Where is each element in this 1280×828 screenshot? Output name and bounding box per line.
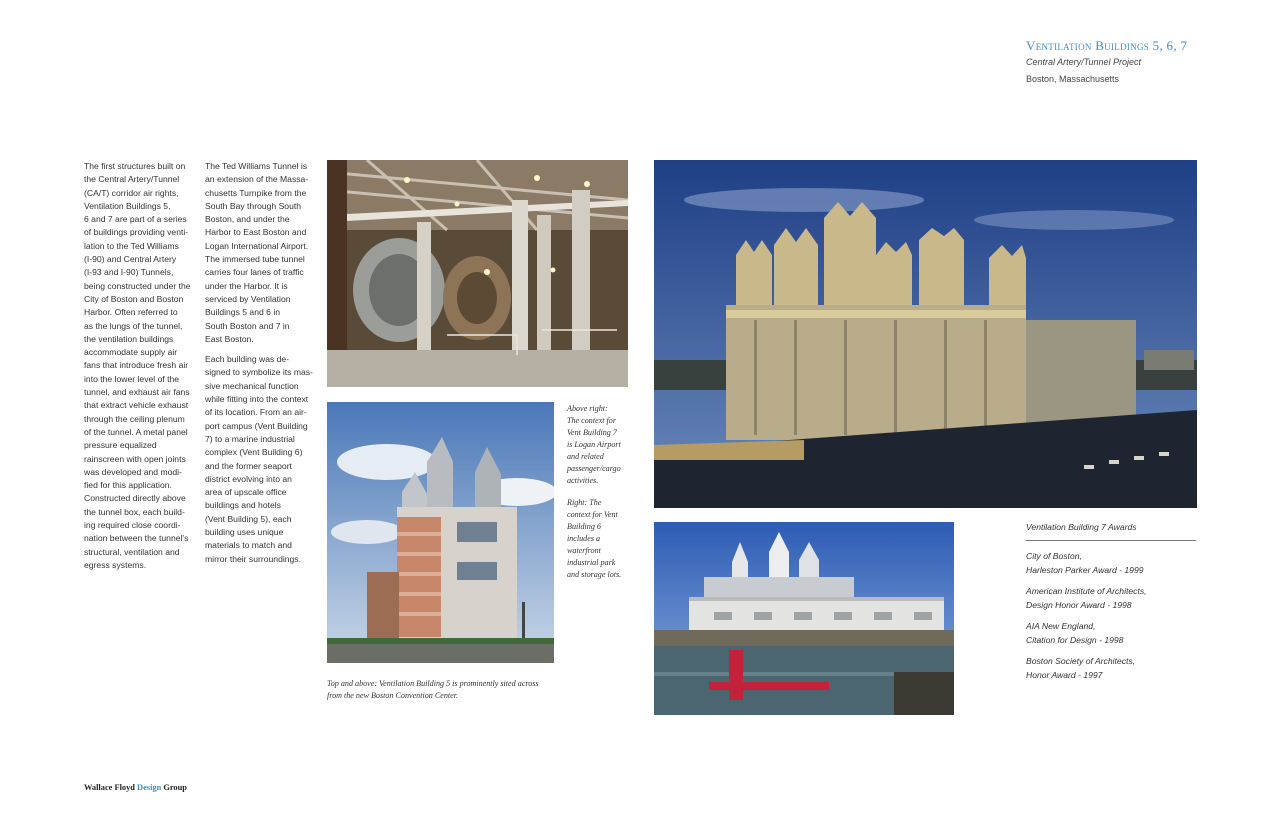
footer-company-name bbox=[84, 783, 187, 792]
footer-name-accent: Design bbox=[137, 783, 162, 792]
caption-above-right: Above right: The context for Vent Building 7 is Logan Airport and related passenger/cargo activities. bbox=[567, 404, 621, 485]
awards-title: Ventilation Building 7 Awards bbox=[1026, 520, 1196, 541]
body-column-1 bbox=[84, 160, 194, 579]
footer-name-part: Wallace Floyd bbox=[84, 783, 138, 792]
photo-ventilation-interior bbox=[327, 160, 628, 387]
body-paragraph: The Ted Williams Tunnel is an extension of the Massa- chusetts Turnpike from the South Bay through South Boston, and under the Harbor to East Boston and Logan International Airport. The immersed tube tunnel carries four lanes of traffic under the Harbor. It is serviced by Ventilation Buildings 5 and 6 in South Boston and 7 in East Boston. bbox=[205, 161, 309, 344]
body-paragraph: The first structures built on the Central Artery/Tunnel (CA/T) corridor air rights, Ventilation Buildings 5, 6 and 7 are part of a series of buildings providing venti- lation to the Ted Williams (I-90) and Central Artery (I-93 and I-90) Tunnels, being constructed under the City of Boston and Boston Harbor. Often referred to as the lungs of the tunnel, the ventilation buildings accommodate supply air fans that introduce fresh air into the lower level of the tunnel, and exhaust air fans that extract vehicle exhaust through the ceiling plenum of the tunnel. A metal panel pressure equalized rainscreen with open joints was developed and modi- fied for this application. Constructed directly above the tunnel box, each build- ing required close coordi- nation between the tunnel's structural, ventilation and egress systems. bbox=[84, 161, 191, 570]
project-location: Boston, Massachusetts bbox=[1026, 74, 1120, 84]
award-item: American Institute of Architects, Design Honor Award - 1998 bbox=[1026, 586, 1147, 610]
body-column-2 bbox=[205, 160, 317, 573]
footer-name-part: Group bbox=[161, 783, 187, 792]
award-item: Boston Society of Architects, Honor Award - 1997 bbox=[1026, 656, 1136, 680]
photo-vent-building-5 bbox=[327, 402, 554, 663]
award-item: City of Boston, Harleston Parker Award - 1999 bbox=[1026, 551, 1144, 575]
project-subtitle: Central Artery/Tunnel Project bbox=[1026, 57, 1142, 67]
body-paragraph: Each building was de- signed to symbolize its mas- sive mechanical function while fitting into the context of its location. From an air- port campus (Vent Building 7) to a marine industrial complex (Vent Building 6) and the former seaport district evolving into an area of upscale office buildings and hotels (Vent Building 5), each building uses unique materials to match and mirror their surroundings. bbox=[205, 354, 313, 564]
award-item: AIA New England, Citation for Design - 1998 bbox=[1026, 621, 1124, 645]
photo-vent-building-6 bbox=[654, 522, 954, 715]
awards-panel bbox=[1026, 520, 1196, 689]
page-title: Ventilation Buildings 5, 6, 7 bbox=[1026, 38, 1188, 53]
caption-right bbox=[567, 403, 637, 591]
photo-vent-building-7 bbox=[654, 160, 1197, 508]
caption-right-text: Right: The context for Vent Building 6 includes a waterfront industrial park and storage lots. bbox=[567, 498, 622, 579]
caption-bottom: Top and above: Ventilation Building 5 is prominently sited across from the new Boston Convention Center. bbox=[327, 679, 539, 700]
